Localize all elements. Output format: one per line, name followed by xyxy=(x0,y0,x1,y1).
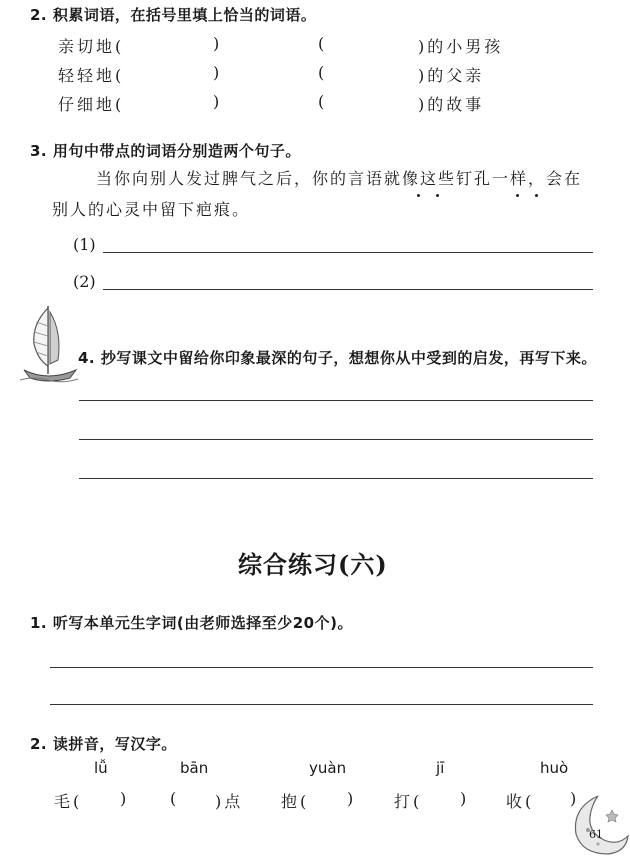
pinyin-label: huò xyxy=(540,759,569,777)
q2-open-paren: ( xyxy=(318,63,325,82)
pinyin-label: lǚ xyxy=(94,759,108,777)
answer-line-2[interactable] xyxy=(103,289,593,290)
moon-page-icon xyxy=(568,790,630,858)
writing-line[interactable] xyxy=(79,439,593,440)
q4-title: 4. 抄写课文中留给你印象最深的句子，想想你从中受到的启发，再写下来。 xyxy=(78,349,597,367)
q3-passage-line-1: 当你向别人发过脾气之后，你的言语就像这些钉孔一样，会在 xyxy=(96,169,583,188)
s1-title: 1. 听写本单元生字词(由老师选择至少20个)。 xyxy=(30,614,353,632)
q2-close-paren: ) xyxy=(213,92,220,111)
s2-item: 抱( xyxy=(281,792,310,811)
q3-passage-line-2: 别人的心灵中留下疤痕。 xyxy=(52,200,251,219)
s2-item: ) xyxy=(120,789,130,808)
s2-item: ) xyxy=(570,789,580,808)
s2-item: ) xyxy=(347,789,357,808)
q2-open-paren: ( xyxy=(318,34,325,53)
q2-close-paren: ) xyxy=(213,63,220,82)
q2-word: 仔细地( xyxy=(58,95,125,114)
q3-title: 3. 用句中带点的词语分别造两个句子。 xyxy=(30,142,301,160)
s2-item: ) xyxy=(460,789,470,808)
s2-item: 打( xyxy=(394,792,423,811)
q2-tail: )的父亲 xyxy=(418,66,485,85)
pinyin-label: bān xyxy=(180,759,209,777)
emphasis-dot xyxy=(417,194,420,197)
emphasis-dot xyxy=(436,194,439,197)
s2-item: )点 xyxy=(215,792,244,811)
s2-title: 2. 读拼音，写汉字。 xyxy=(30,735,177,753)
q2-open-paren: ( xyxy=(318,92,325,111)
writing-line[interactable] xyxy=(50,667,593,668)
sailboat-icon xyxy=(18,302,80,384)
answer-line-1[interactable] xyxy=(103,252,593,253)
emphasis-dot xyxy=(535,194,538,197)
writing-line[interactable] xyxy=(79,400,593,401)
section-title: 综合练习(六) xyxy=(238,550,388,579)
writing-line[interactable] xyxy=(50,704,593,705)
q2-tail: )的小男孩 xyxy=(418,37,504,56)
answer-label-2: (2) xyxy=(73,272,96,291)
s2-item: 毛( xyxy=(54,792,83,811)
q2-close-paren: ) xyxy=(213,34,220,53)
answer-label-1: (1) xyxy=(73,235,96,254)
q2-word: 轻轻地( xyxy=(58,66,125,85)
q2-title: 2. 积累词语，在括号里填上恰当的词语。 xyxy=(30,6,317,24)
writing-line[interactable] xyxy=(79,478,593,479)
pinyin-label: jī xyxy=(436,759,445,777)
emphasis-dot xyxy=(516,194,519,197)
q2-word: 亲切地( xyxy=(58,37,125,56)
page-number: 61 xyxy=(589,828,603,841)
q2-tail: )的故事 xyxy=(418,95,485,114)
s2-item: ( xyxy=(170,789,180,808)
s2-item: 收( xyxy=(506,792,535,811)
pinyin-label: yuàn xyxy=(309,759,347,777)
